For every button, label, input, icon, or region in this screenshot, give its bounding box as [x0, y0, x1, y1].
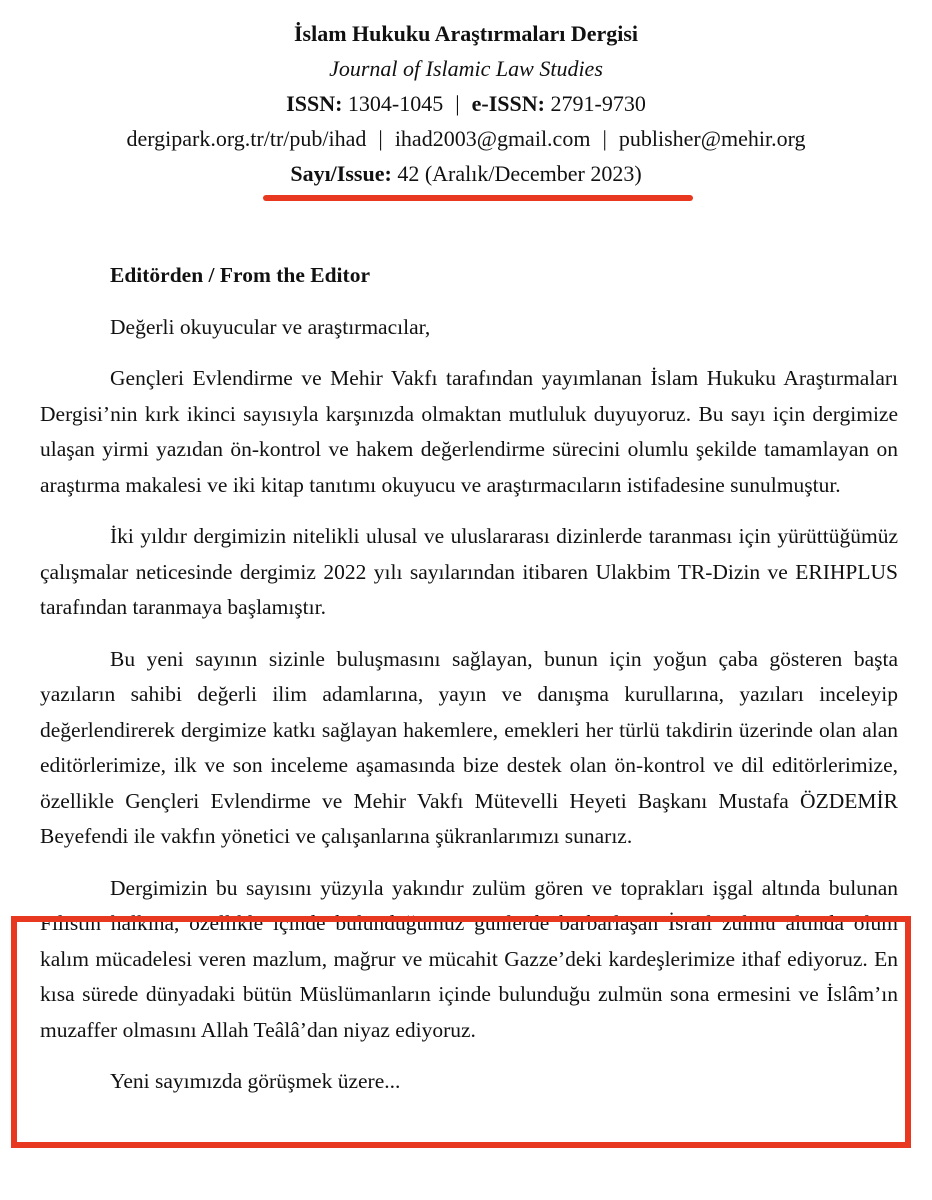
editorial-heading: Editörden / From the Editor [110, 263, 370, 287]
eissn-label: e-ISSN: [471, 91, 545, 116]
separator: | [602, 126, 607, 151]
journal-subtitle: Journal of Islamic Law Studies [329, 56, 603, 81]
paragraph-1: Gençleri Evlendirme ve Mehir Vakfı tarafından yayımlanan İslam Hukuku Araştırmaları Dergisi’nin kırk ikinci sayısıyla karşınızda olmaktan mutluluk duyuyoruz. Bu sayı için dergimize ulaşan yirmi yazıdan ön-kontrol ve hakem değerlendirme sürecini olumlu şekilde tamamlayan on araştırma makalesi ve iki kitap tanıtımı okuyucu ve araştırmacıların istifadesine sunulmuştur. [40, 366, 898, 497]
email-link-2[interactable]: publisher@mehir.org [618, 126, 806, 151]
separator: | [455, 91, 460, 116]
journal-title: İslam Hukuku Araştırmaları Dergisi [293, 21, 639, 46]
issue-line [0, 156, 932, 191]
issn-value: 1304-1045 [347, 91, 444, 116]
eissn-value: 2791-9730 [550, 91, 646, 116]
issn-line [0, 86, 932, 121]
issue-value: 42 (Aralık/December 2023) [397, 161, 642, 186]
website-link[interactable]: dergipark.org.tr/tr/pub/ihad [126, 126, 367, 151]
salutation: Değerli okuyucular ve araştırmacılar, [110, 314, 431, 339]
paragraph-4-dedication: Dergimizin bu sayısını yüzyıla yakındır zulüm gören ve toprakları işgal altında bulunan Filistin halkına, özellikle içinde bulunduğumuz günlerde barbarlaşan İsrail zulmü altında ölüm kalım mücadelesi veren mazlum, mağrur ve mücahit Gazze’deki kardeşlerimize ithaf ediyoruz. En kısa sürede dünyadaki bütün Müslümanların içinde bulunduğu zulmün sona ermesini ve İslâm’ın muzaffer olmasını Allah Teâlâ’dan niyaz ediyoruz. [40, 875, 898, 1042]
journal-header [0, 16, 932, 191]
issue-label: Sayı/Issue: [290, 161, 392, 186]
contact-line [0, 121, 932, 156]
paragraph-2: İki yıldır dergimizin nitelikli ulusal ve uluslararası dizinlerde taranması için yürüttüğümüz çalışmalar neticesinde dergimiz 2022 yılı sayılarından itibaren Ulakbim TR-Dizin ve ERIHPLUS tarafından taranmaya başlamıştır. [40, 524, 898, 619]
separator: | [378, 126, 383, 151]
issn-label: ISSN: [286, 91, 343, 116]
issue-underline-annotation [263, 195, 693, 201]
closing-line: Yeni sayımızda görüşmek üzere... [110, 1069, 401, 1093]
paragraph-3: Bu yeni sayının sizinle buluşmasını sağlayan, bunun için yoğun çaba gösteren başta yazıların sahibi değerli ilim adamlarına, yayın ve danışma kurullarına, yazıları inceleyip değerlendirerek dergimize katkı sağlayan hakemlere, emekleri her türlü takdirin üzerinde olan alan editörlerimize, ilk ve son inceleme aşamasında bize destek olan ön-kontrol ve dil editörlerimize, özellikle Gençleri Evlendirme ve Mehir Vakfı Mütevelli Heyeti Başkanı Mustafa ÖZDEMİR Beyefendi ile vakfın yönetici ve çalışanlarına şükranlarımızı sunarız. [40, 646, 898, 848]
email-link-1[interactable]: ihad2003@gmail.com [394, 126, 591, 151]
editorial-body [40, 258, 898, 1100]
